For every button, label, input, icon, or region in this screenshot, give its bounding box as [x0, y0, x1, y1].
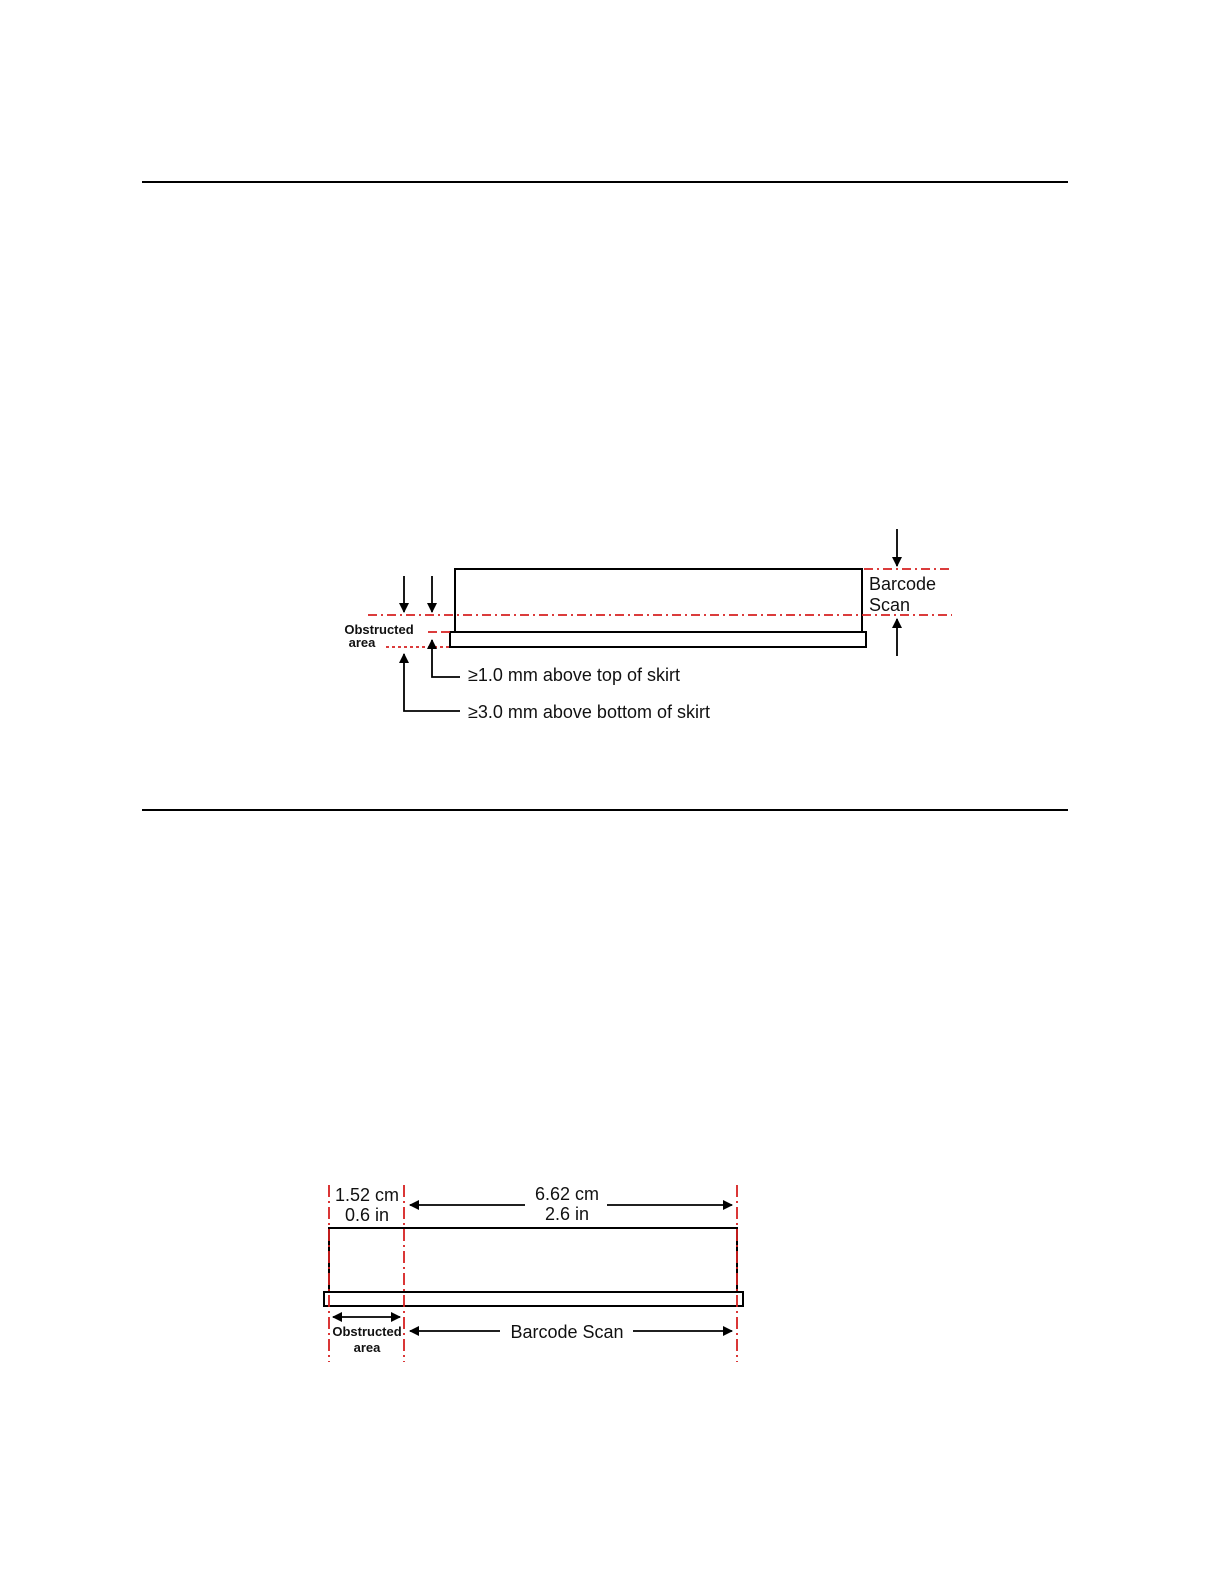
- barcode-label-line1: Barcode: [869, 574, 937, 594]
- end-barcode-scan-label: Barcode Scan: [510, 1322, 624, 1342]
- barcode-label-line2: Scan: [869, 595, 911, 615]
- end-obstructed-label-line2: area: [353, 1340, 381, 1355]
- obstructed-width-in: 0.6 in: [344, 1205, 390, 1225]
- top-skirt-label: ≥1.0 mm above top of skirt: [468, 665, 680, 685]
- end-plate-body: [329, 1228, 737, 1292]
- obstructed-label-line2: area: [348, 635, 376, 650]
- end-plate-skirt: [324, 1292, 743, 1306]
- scan-width-cm: 6.62 cm: [534, 1184, 600, 1204]
- bottom-skirt-label: ≥3.0 mm above bottom of skirt: [468, 702, 710, 722]
- obstructed-width-cm: 1.52 cm: [334, 1185, 400, 1205]
- scan-width-in: 2.6 in: [544, 1204, 590, 1224]
- end-obstructed-label-line1: Obstructed: [332, 1324, 402, 1339]
- obstructed-label-line1: Obstructed: [344, 622, 414, 637]
